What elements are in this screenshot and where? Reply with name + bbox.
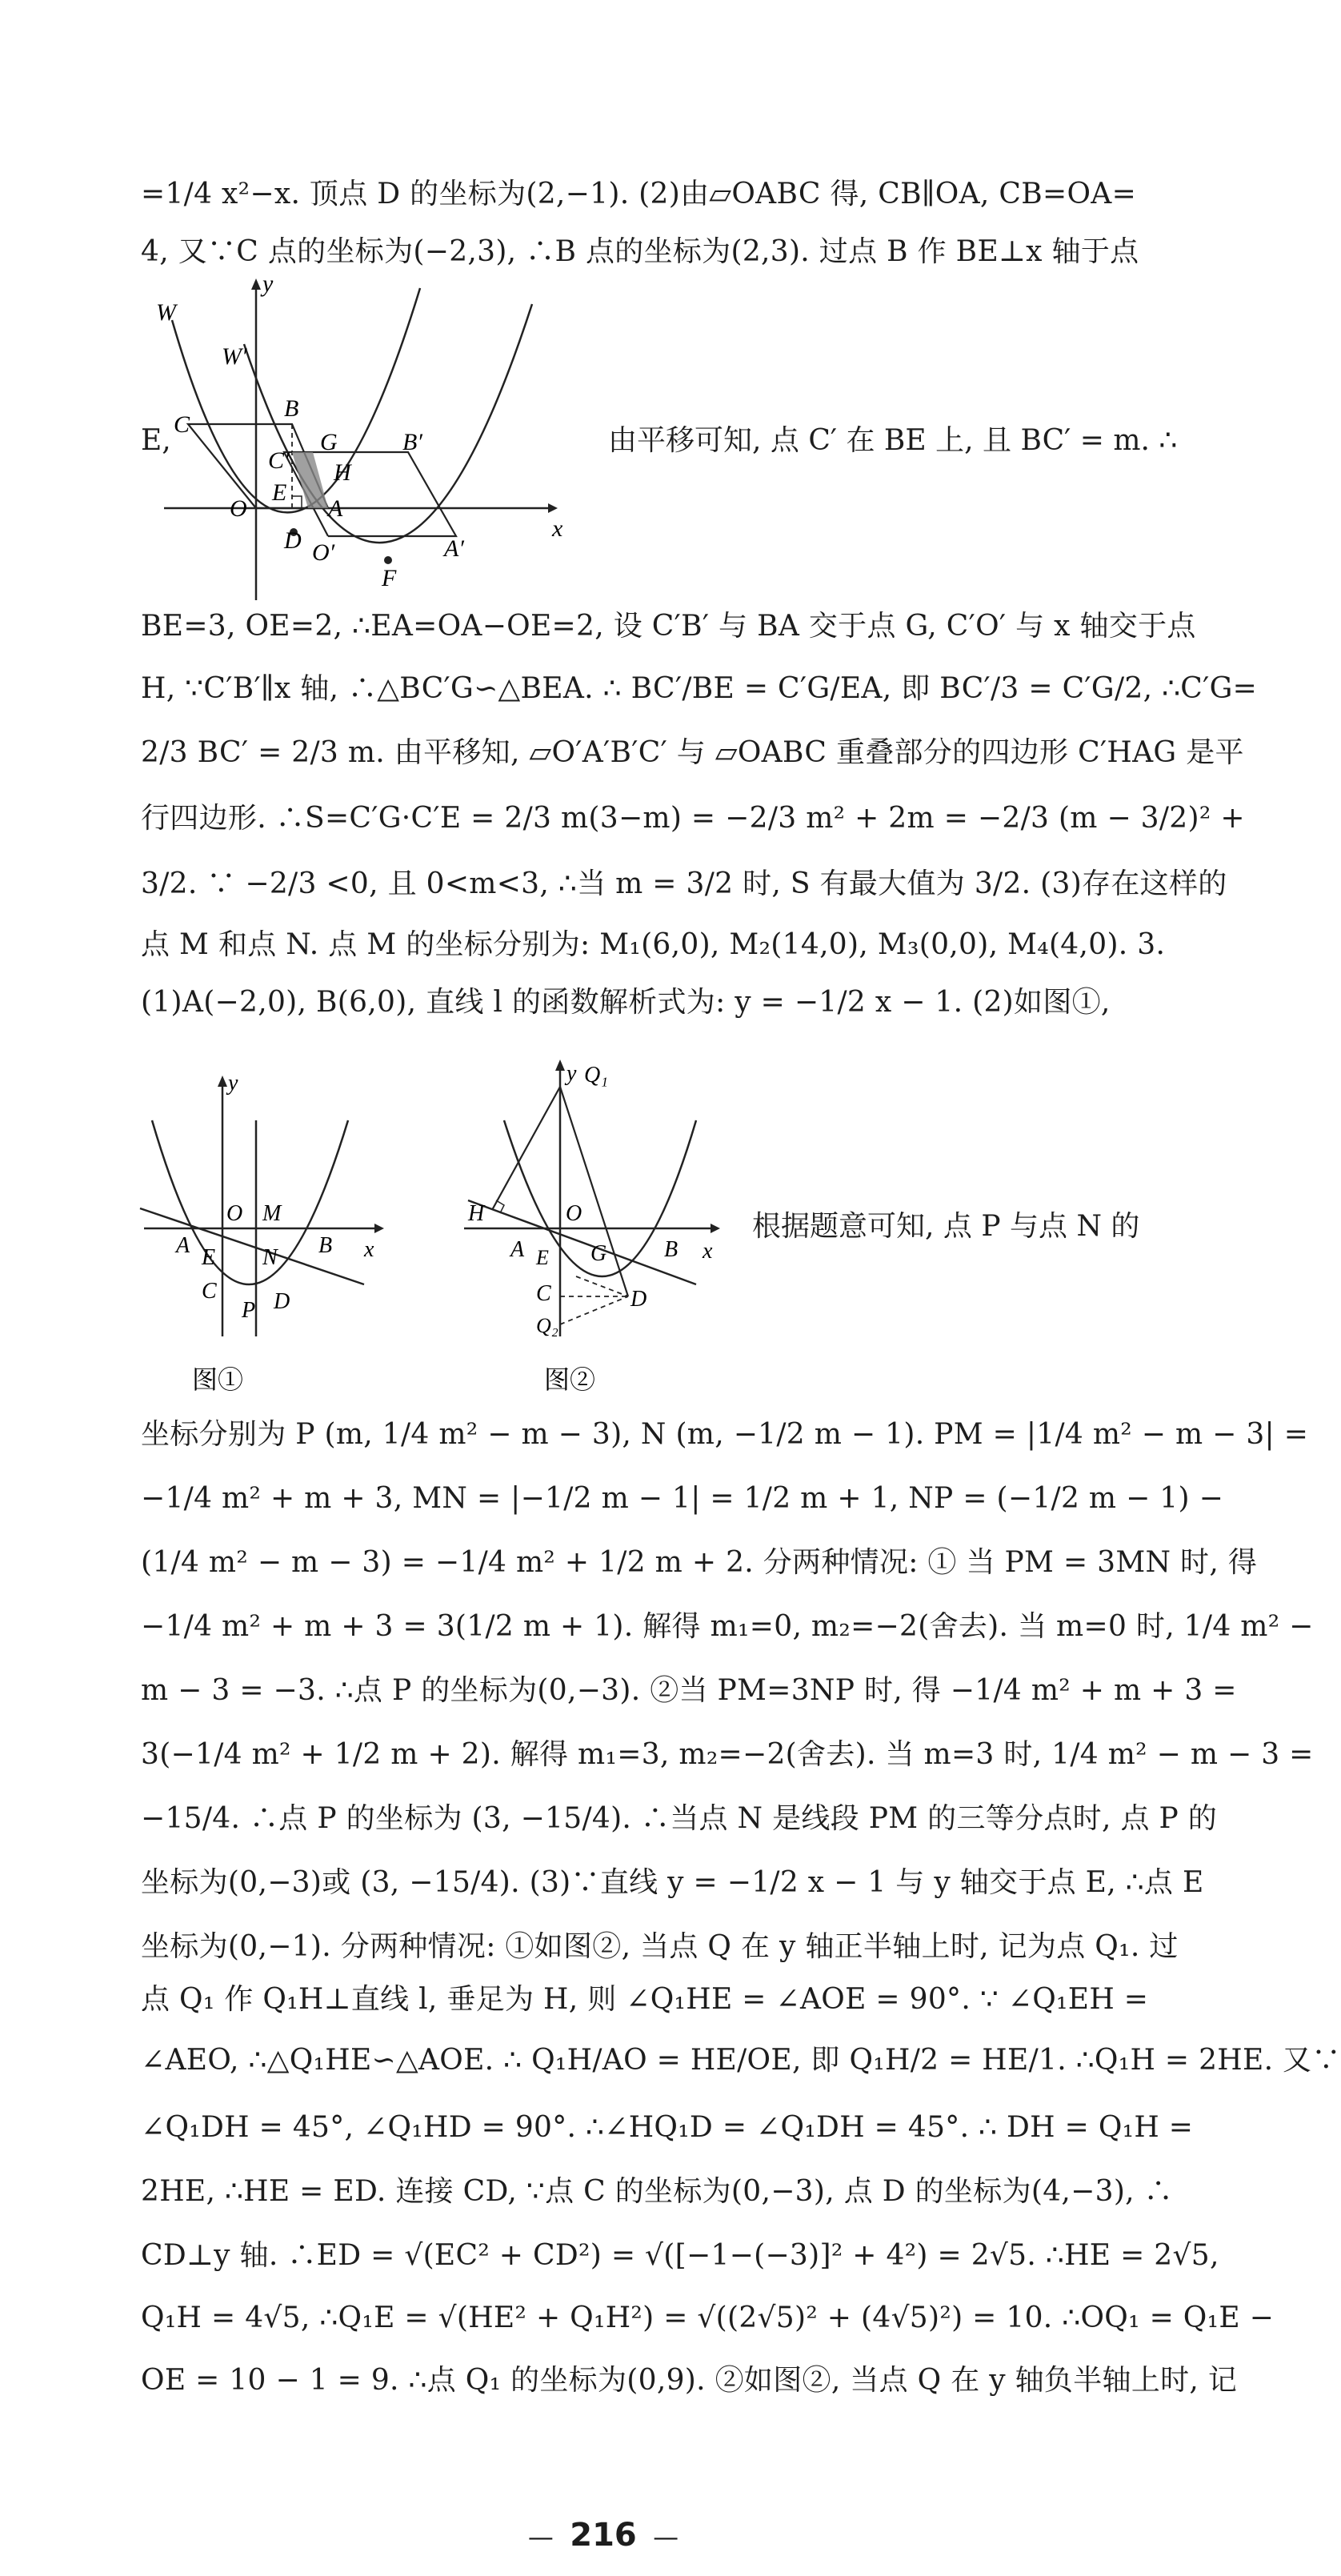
- text-line: ∠AEO, ∴△Q₁HE∽△AOE. ∴ Q₁H/AO = HE/OE, 即 Q₁H/2 = HE/1. ∴Q₁H = 2HE. 又∵: [141, 2044, 1341, 2077]
- fig2-label-b: B: [664, 1237, 679, 1262]
- text-line: H, ∵C′B′∥x 轴, ∴△BC′G∽△BEA. ∴ BC′/BE = C′G/EA, 即 BC′/3 = C′G/2, ∴C′G=: [141, 672, 1258, 705]
- fig1-label-d: D: [274, 1289, 290, 1314]
- text-line: 坐标分别为 P (m, 1/4 m² − m − 3), N (m, −1/2 m − 1). PM = |1/4 m² − m − 3| =: [141, 1418, 1309, 1451]
- side-text-translation: 由平移可知, 点 C′ 在 BE 上, 且 BC′ = m. ∴: [608, 424, 1178, 457]
- fig2-label-d: D: [630, 1287, 647, 1312]
- text-line: −1/4 m² + m + 3, MN = |−1/2 m − 1| = 1/2 m + 1, NP = (−1/2 m − 1) −: [141, 1482, 1224, 1515]
- text-line: −15/4. ∴点 P 的坐标为 (3, −15/4). ∴当点 N 是线段 PM 的三等分点时, 点 P 的: [141, 1802, 1218, 1835]
- fig2-label-y: y: [566, 1061, 577, 1086]
- fig1-label-y: y: [228, 1071, 238, 1096]
- text-line: =1/4 x²−x. 顶点 D 的坐标为(2,−1). (2)由▱OABC 得, CB∥OA, CB=OA=: [141, 178, 1137, 210]
- fig0-label-w: W: [156, 299, 176, 326]
- fig0-label-b2: B′: [402, 429, 422, 455]
- fig1-label-e: E: [202, 1245, 216, 1270]
- fig2-label-q2: Q₂: [536, 1314, 558, 1337]
- fig1-label-p: P: [242, 1298, 256, 1323]
- figure-1: [136, 1072, 392, 1408]
- figure-2: [456, 1056, 728, 1408]
- text-line: BE=3, OE=2, ∴EA=OA−OE=2, 设 C′B′ 与 BA 交于点 G, C′O′ 与 x 轴交于点: [141, 610, 1196, 643]
- fig0-label-b: B: [284, 395, 299, 422]
- fig1-label-b: B: [318, 1233, 333, 1258]
- fig0-label-w2: W′: [222, 343, 247, 370]
- fig2-label-q1: Q₁: [584, 1063, 608, 1088]
- fig0-label-o: O: [230, 495, 247, 522]
- text-line: 点 M 和点 N. 点 M 的坐标分别为: M₁(6,0), M₂(14,0), M₃(0,0), M₄(4,0). 3.: [141, 928, 1166, 961]
- text-line: 3/2. ∵ −2/3 <0, 且 0<m<3, ∴当 m = 3/2 时, S 有最大值为 3/2. (3)存在这样的: [141, 867, 1227, 900]
- fig0-label-a: A: [328, 495, 343, 522]
- text-line: 2HE, ∴HE = ED. 连接 CD, ∵点 C 的坐标为(0,−3), 点 D 的坐标为(4,−3), ∴: [141, 2175, 1173, 2208]
- text-line: (1/4 m² − m − 3) = −1/4 m² + 1/2 m + 2. 分两种情况: ① 当 PM = 3MN 时, 得: [141, 1546, 1258, 1579]
- fig1-label-o: O: [226, 1201, 243, 1226]
- fig0-label-c2: C′: [268, 447, 290, 474]
- fig0-label-g: G: [320, 429, 338, 455]
- fig0-label-e: E: [272, 479, 287, 506]
- fig1-caption: 图①: [192, 1365, 244, 1394]
- page-number-value: 216: [570, 2517, 637, 2554]
- text-line: (1)A(−2,0), B(6,0), 直线 l 的函数解析式为: y = −1/2 x − 1. (2)如图①,: [141, 986, 1111, 1019]
- text-line: CD⊥y 轴. ∴ED = √(EC² + CD²) = √([−1−(−3)]² + 4²) = 2√5. ∴HE = 2√5,: [141, 2239, 1219, 2272]
- side-text-pn: 根据题意可知, 点 P 与点 N 的: [752, 1210, 1140, 1243]
- fig0-label-f: F: [382, 565, 397, 591]
- fig1-label-x: x: [364, 1237, 374, 1262]
- fig2-label-h: H: [468, 1201, 485, 1226]
- fig1-label-c: C: [202, 1279, 217, 1304]
- fig0-label-x: x: [552, 515, 563, 542]
- fig0-label-c: C: [174, 411, 190, 438]
- text-line: Q₁H = 4√5, ∴Q₁E = √(HE² + Q₁H²) = √((2√5)² + (4√5)²) = 10. ∴OQ₁ = Q₁E −: [141, 2302, 1275, 2334]
- page-number: — 216 —: [527, 2517, 679, 2554]
- text-line: 行四边形. ∴S=C′G·C′E = 2/3 m(3−m) = −2/3 m² + 2m = −2/3 (m − 3/2)² +: [141, 802, 1245, 835]
- text-line: −1/4 m² + m + 3 = 3(1/2 m + 1). 解得 m₁=0, m₂=−2(舍去). 当 m=0 时, 1/4 m² −: [141, 1610, 1314, 1643]
- text-line: 坐标为(0,−3)或 (3, −15/4). (3)∵直线 y = −1/2 x − 1 与 y 轴交于点 E, ∴点 E: [141, 1866, 1204, 1899]
- fig2-label-a: A: [510, 1237, 525, 1262]
- fig0-label-y: y: [262, 270, 274, 297]
- fig0-label-h: H: [334, 459, 351, 486]
- text-line: 点 Q₁ 作 Q₁H⊥直线 l, 垂足为 H, 则 ∠Q₁HE = ∠AOE = 90°. ∵ ∠Q₁EH =: [141, 1983, 1149, 2016]
- fig2-label-c: C: [536, 1281, 551, 1306]
- fig1-label-m: M: [262, 1201, 282, 1226]
- fig2-label-x: x: [703, 1239, 713, 1264]
- text-line: 4, 又∵C 点的坐标为(−2,3), ∴B 点的坐标为(2,3). 过点 B 作 BE⊥x 轴于点: [141, 235, 1139, 268]
- text-line: 坐标为(0,−1). 分两种情况: ①如图②, 当点 Q 在 y 轴正半轴上时, 记为点 Q₁. 过: [141, 1930, 1179, 1963]
- text-line: m − 3 = −3. ∴点 P 的坐标为(0,−3). ②当 PM=3NP 时, 得 −1/4 m² + m + 3 =: [141, 1674, 1237, 1707]
- text-line: ∠Q₁DH = 45°, ∠Q₁HD = 90°. ∴∠HQ₁D = ∠Q₁DH = 45°. ∴ DH = Q₁H =: [141, 2111, 1194, 2144]
- text-line: OE = 10 − 1 = 9. ∴点 Q₁ 的坐标为(0,9). ②如图②, 当点 Q 在 y 轴负半轴上时, 记: [141, 2364, 1238, 2397]
- fig1-label-a: A: [176, 1233, 190, 1258]
- fig2-label-g: G: [590, 1241, 607, 1266]
- fig2-label-o: O: [566, 1201, 582, 1226]
- fig1-label-n: N: [262, 1245, 278, 1270]
- text-line: 2/3 BC′ = 2/3 m. 由平移知, ▱O′A′B′C′ 与 ▱OABC 重叠部分的四边形 C′HAG 是平: [141, 736, 1244, 769]
- fig0-label-a2: A′: [444, 535, 464, 562]
- text-line: 3(−1/4 m² + 1/2 m + 2). 解得 m₁=3, m₂=−2(舍去). 当 m=3 时, 1/4 m² − m − 3 =: [141, 1738, 1314, 1771]
- fig2-label-e: E: [536, 1246, 549, 1269]
- parabola-translation-figure: [156, 272, 572, 608]
- fig2-caption: 图②: [544, 1365, 596, 1394]
- fig0-label-d: D: [284, 527, 302, 554]
- side-text-e: E,: [141, 424, 171, 457]
- fig0-label-o2: O′: [312, 539, 335, 566]
